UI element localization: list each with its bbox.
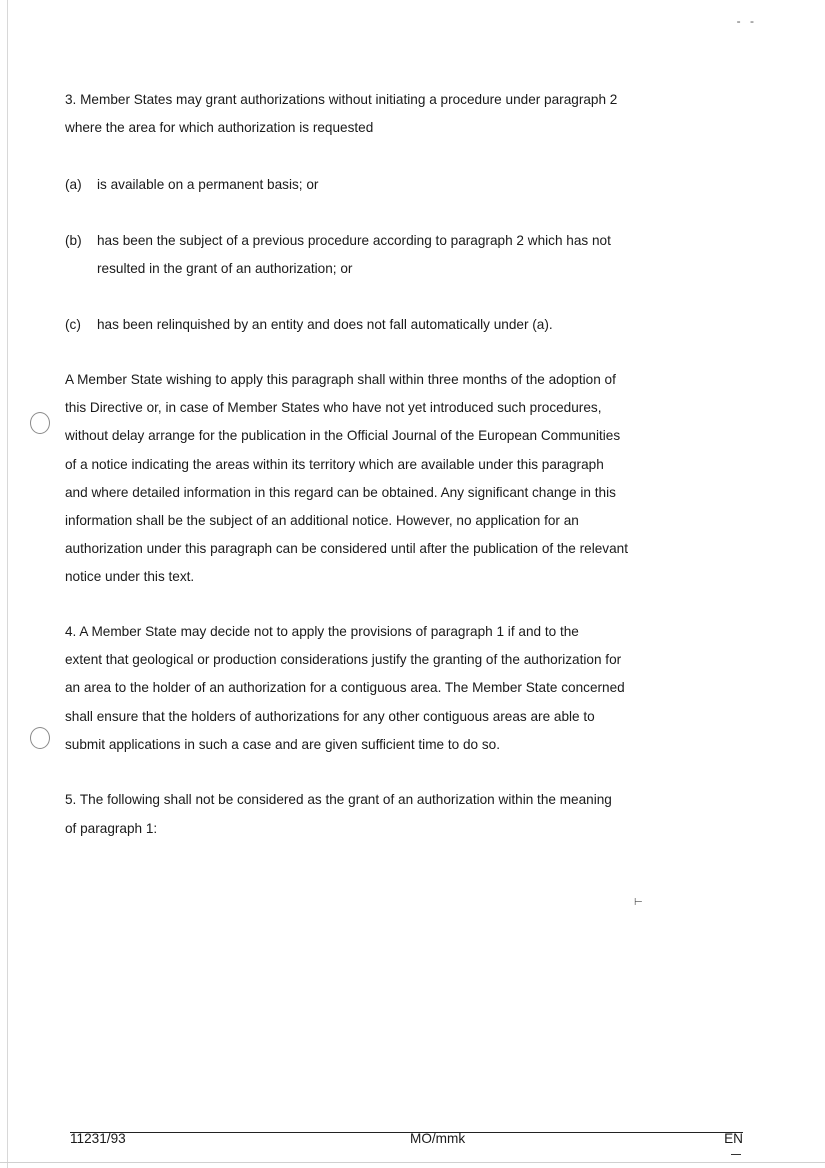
notice-line-2: this Directive or, in case of Member States who have not yet introduced such procedures, — [65, 400, 602, 415]
footer-language-underline — [731, 1154, 741, 1155]
para5-line-1: 5. The following shall not be considered as the grant of an authorization within the meaning — [65, 792, 612, 807]
punch-hole-top — [30, 412, 50, 434]
notice-line-3: without delay arrange for the publication in the Official Journal of the European Communities — [65, 428, 621, 443]
para3-line-2: where the area for which authorization is requested — [65, 120, 374, 135]
para4-line-3: an area to the holder of an authorization for a contiguous area. The Member State concerned — [65, 680, 625, 695]
item-b-label: (b) — [65, 233, 82, 248]
notice-line-8: notice under this text. — [65, 569, 195, 584]
binding-edge — [7, 0, 8, 1168]
item-c-label: (c) — [65, 317, 81, 332]
notice-line-1: A Member State wishing to apply this paragraph shall within three months of the adoption of — [65, 372, 616, 387]
item-b-line-2: resulted in the grant of an authorization; or — [97, 261, 353, 276]
notice-line-5: and where detailed information in this regard can be obtained. Any significant change in this — [65, 485, 616, 500]
para5-line-2: of paragraph 1: — [65, 821, 158, 836]
item-c-line-1: has been relinquished by an entity and does not fall automatically under (a). — [97, 317, 553, 332]
notice-line-6: information shall be the subject of an additional notice. However, no application for an — [65, 513, 579, 528]
notice-line-7: authorization under this paragraph can be considered until after the publication of the relevant — [65, 541, 628, 556]
stray-mark: ⊢ — [634, 897, 643, 908]
footer-rule — [70, 1132, 743, 1133]
item-b-line-1: has been the subject of a previous procedure according to paragraph 2 which has not — [97, 233, 611, 248]
para4-line-5: submit applications in such a case and are given sufficient time to do so. — [65, 737, 500, 752]
para4-line-4: shall ensure that the holders of authorizations for any other contiguous areas are able to — [65, 709, 595, 724]
notice-line-4: of a notice indicating the areas within its territory which are available under this paragraph — [65, 457, 604, 472]
item-a-line-1: is available on a permanent basis; or — [97, 177, 319, 192]
header-dashes: - - — [736, 14, 757, 28]
footer-reference: 11231/93 — [70, 1131, 126, 1146]
punch-hole-bottom — [30, 727, 50, 749]
page-bottom-edge — [0, 1162, 825, 1163]
footer-initials: MO/mmk — [410, 1131, 466, 1146]
para4-line-1: 4. A Member State may decide not to apply the provisions of paragraph 1 if and to the — [65, 624, 579, 639]
para4-line-2: extent that geological or production considerations justify the granting of the authorization for — [65, 652, 622, 667]
item-a-label: (a) — [65, 177, 82, 192]
para3-line-1: 3. Member States may grant authorizations without initiating a procedure under paragraph 2 — [65, 92, 618, 107]
footer-language: EN — [724, 1131, 743, 1146]
